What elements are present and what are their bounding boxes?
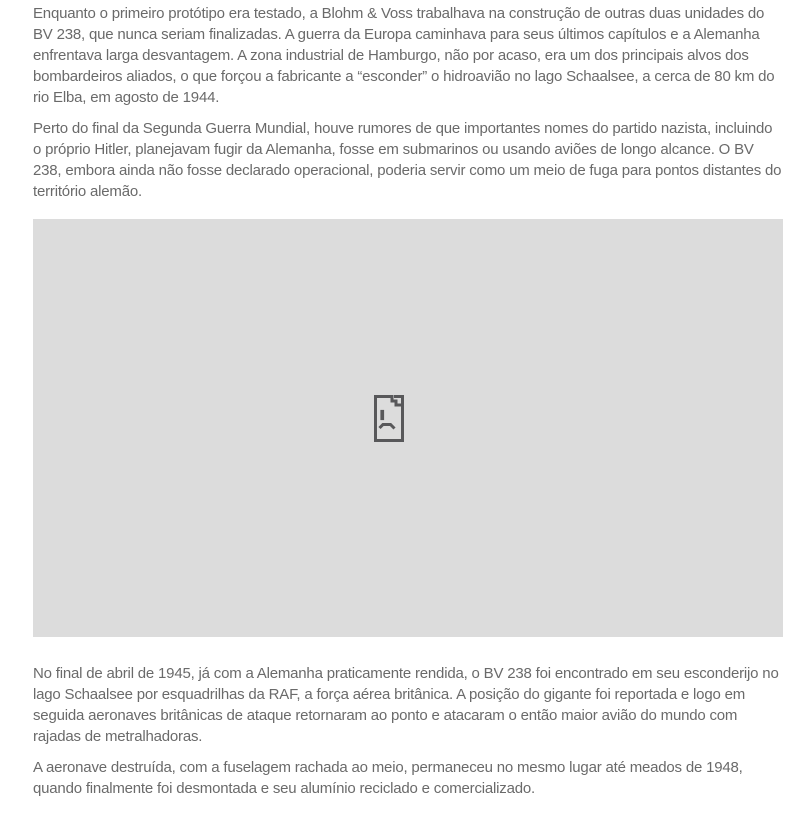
- broken-image-placeholder: [33, 219, 783, 637]
- paragraph-escape-rumors: Perto do final da Segunda Guerra Mundial, houve rumores de que importantes nomes do partido nazista, incluindo o próprio Hitler, planejavam fugir da Alemanha, fosse em submarinos ou usando aviões de longo alcance. O BV 238, embora ainda não fosse declarado operacional, poderia servir como um meio de fuga para pontos distantes do território alemão.: [33, 120, 782, 200]
- paragraph-prototype-hidden: Enquanto o primeiro protótipo era testado, a Blohm & Voss trabalhava na construção de outras duas unidades do BV 238, que nunca seriam finalizadas. A guerra da Europa caminhava para seus últimos capítulos e a Alemanha enfrentava larga desvantagem. A zona industrial de Hamburgo, não por acaso, era um dos principais alvos dos bombardeiros aliados, o que forçou a fabricante a “esconder” o hidroavião no lago Schaalsee, a cerca de 80 km do rio Elba, em agosto de 1944.: [33, 5, 775, 106]
- paragraph-wreck-recycled: A aeronave destruída, com a fuselagem rachada ao meio, permaneceu no mesmo lugar até meados de 1948, quando finalmente foi desmontada e seu alumínio reciclado e comercializado.: [33, 759, 743, 797]
- paragraph-raf-attack: No final de abril de 1945, já com a Alemanha praticamente rendida, o BV 238 foi encontrado em seu esconderijo no lago Schaalsee por esquadrilhas da RAF, a força aérea britânica. A posição do gigante foi reportada e logo em seguida aeronaves britânicas de ataque retornaram ao ponto e atacaram o então maior avião do mundo com rajadas de metralhadoras.: [33, 665, 779, 745]
- broken-image-icon: [374, 395, 404, 442]
